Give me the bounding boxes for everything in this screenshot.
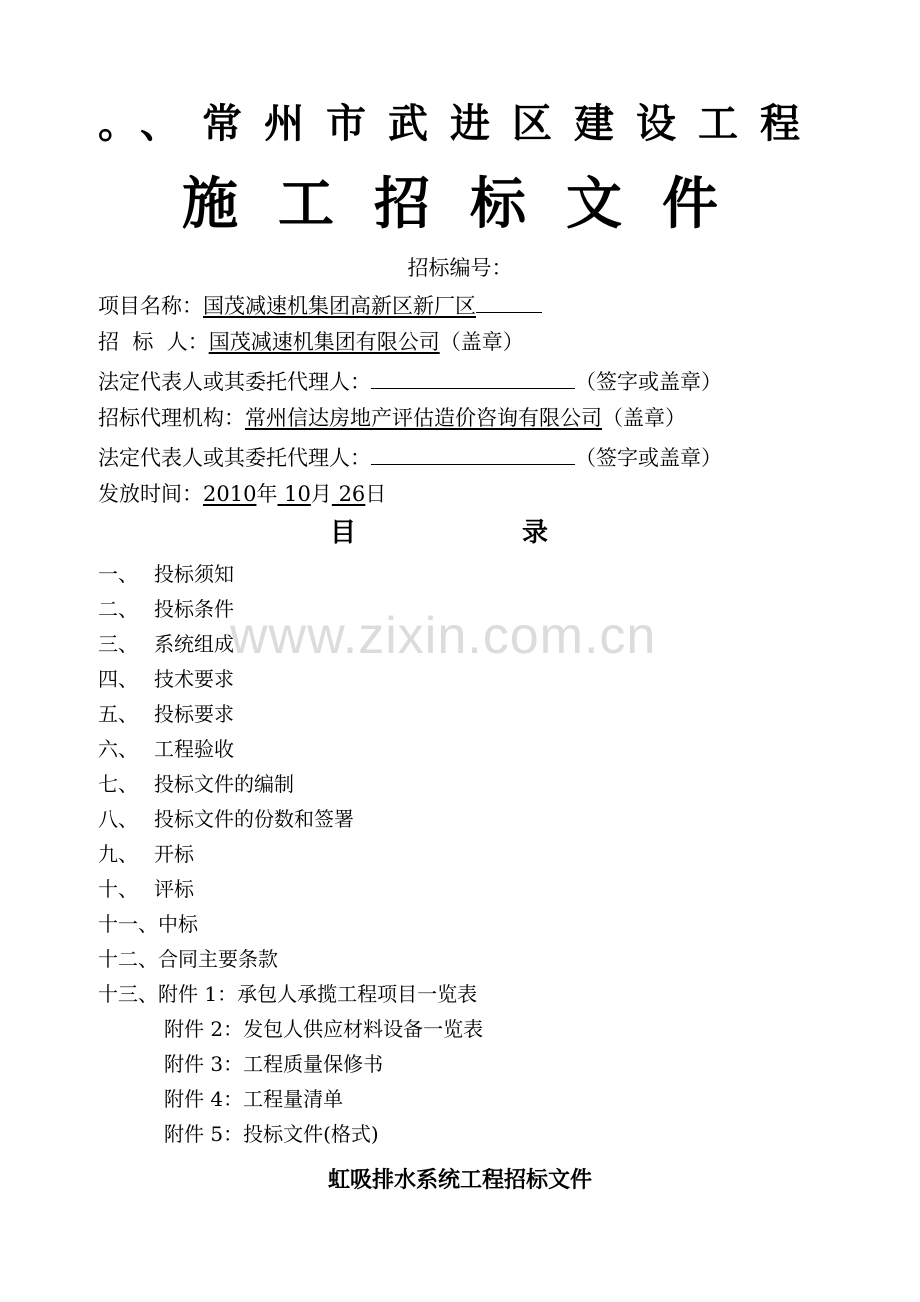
toc-item-number: 二、 bbox=[98, 597, 138, 621]
toc-title-left: 目 bbox=[330, 518, 357, 548]
toc-item-number: 三、 bbox=[98, 632, 138, 656]
toc-item-text: 附件 1：承包人承揽工程项目一览表 bbox=[158, 982, 478, 1006]
toc-item-text: 工程验收 bbox=[154, 737, 234, 761]
toc-item bbox=[98, 874, 194, 904]
legal-rep-label-1: 法定代表人或其委托代理人： bbox=[98, 370, 371, 394]
agency-label: 招标代理机构： bbox=[98, 406, 245, 430]
legal-rep-row-2 bbox=[98, 440, 722, 474]
legal-rep-blank-1 bbox=[371, 364, 575, 389]
agency-value: 常州信达房地产评估造价咨询有限公司 bbox=[245, 406, 602, 430]
toc-item bbox=[98, 979, 477, 1009]
agency-suffix: （盖章） bbox=[602, 406, 686, 430]
toc-item-text: 技术要求 bbox=[154, 667, 234, 691]
toc-item bbox=[98, 839, 194, 869]
toc-item-number: 九、 bbox=[98, 842, 138, 866]
toc-title-right: 录 bbox=[522, 518, 549, 548]
toc-item-text: 附件 2：发包人供应材料设备一览表 bbox=[164, 1017, 484, 1041]
toc-item-number: 六、 bbox=[98, 737, 138, 761]
agency-row bbox=[98, 402, 686, 434]
project-name-value: 国茂减速机集团高新区新厂区 bbox=[203, 294, 476, 318]
issue-day-unit: 日 bbox=[365, 482, 387, 506]
toc-item-number: 十一、 bbox=[98, 912, 158, 936]
toc-item-number: 七、 bbox=[98, 772, 138, 796]
toc-item-number: 十三、 bbox=[98, 982, 158, 1006]
toc-item-text: 中标 bbox=[158, 912, 198, 936]
toc-item-number: 一、 bbox=[98, 562, 138, 586]
toc-item-text: 投标须知 bbox=[154, 562, 234, 586]
bid-number-label: 招标编号： bbox=[407, 256, 513, 280]
issue-date-row bbox=[98, 478, 386, 510]
toc-item-text: 投标文件的编制 bbox=[154, 772, 294, 796]
legal-rep-suffix-2: （签字或盖章） bbox=[575, 446, 722, 470]
project-name-label: 项目名称： bbox=[98, 294, 203, 318]
document-title-line-1: 。、常州市武进区建设工程 bbox=[98, 100, 822, 147]
toc-item bbox=[98, 909, 198, 939]
watermark: www.zixin.com.cn bbox=[230, 607, 657, 665]
issue-year: 2010 bbox=[203, 482, 257, 506]
toc-item bbox=[98, 699, 234, 729]
toc-item-text: 附件 5：投标文件(格式) bbox=[164, 1122, 379, 1146]
toc-item-number: 十二、 bbox=[98, 947, 158, 971]
toc-item-text: 投标文件的份数和签署 bbox=[154, 807, 354, 831]
tenderer-suffix: （盖章） bbox=[439, 330, 524, 354]
tenderer-value: 国茂减速机集团有限公司 bbox=[208, 330, 440, 354]
issue-date-label: 发放时间： bbox=[98, 482, 203, 506]
toc-item-text: 附件 3：工程质量保修书 bbox=[164, 1052, 384, 1076]
legal-rep-suffix-1: （签字或盖章） bbox=[575, 370, 722, 394]
toc-item bbox=[98, 734, 234, 764]
toc-item-number: 十、 bbox=[98, 877, 138, 901]
tenderer-label: 招 标 人： bbox=[98, 330, 209, 354]
toc-item bbox=[164, 1049, 383, 1079]
toc-item bbox=[98, 629, 234, 659]
tenderer-row bbox=[98, 326, 524, 358]
toc-item-text: 评标 bbox=[154, 877, 194, 901]
toc-item bbox=[98, 769, 294, 799]
issue-day-pad bbox=[332, 482, 339, 506]
project-name-row bbox=[98, 288, 542, 322]
toc-item bbox=[98, 664, 234, 694]
toc-item bbox=[98, 559, 234, 589]
issue-month-unit: 月 bbox=[310, 482, 332, 506]
toc-item-text: 投标要求 bbox=[154, 702, 234, 726]
toc-item bbox=[98, 804, 354, 834]
legal-rep-label-2: 法定代表人或其委托代理人： bbox=[98, 446, 371, 470]
toc-item-text: 附件 4：工程量清单 bbox=[164, 1087, 344, 1111]
legal-rep-blank-2 bbox=[371, 440, 575, 465]
issue-year-unit: 年 bbox=[256, 482, 278, 506]
legal-rep-row-1 bbox=[98, 364, 722, 398]
toc-item-number: 五、 bbox=[98, 702, 138, 726]
toc-item-text: 投标条件 bbox=[154, 597, 234, 621]
toc-item-text: 合同主要条款 bbox=[158, 947, 278, 971]
toc-item-number: 四、 bbox=[98, 667, 138, 691]
document-title-line-2: 施工招标文件 bbox=[182, 171, 758, 237]
toc-item bbox=[164, 1014, 483, 1044]
project-name-blank bbox=[476, 288, 542, 313]
toc-item bbox=[164, 1084, 343, 1114]
issue-day: 26 bbox=[338, 482, 366, 506]
toc-item-text: 系统组成 bbox=[154, 632, 234, 656]
issue-month: 10 bbox=[284, 482, 311, 506]
bottom-title: 虹吸排水系统工程招标文件 bbox=[327, 1167, 592, 1193]
toc-item bbox=[98, 944, 278, 974]
toc-item bbox=[164, 1119, 379, 1149]
toc-item bbox=[98, 594, 234, 624]
toc-item-number: 八、 bbox=[98, 807, 138, 831]
toc-item-text: 开标 bbox=[154, 842, 194, 866]
